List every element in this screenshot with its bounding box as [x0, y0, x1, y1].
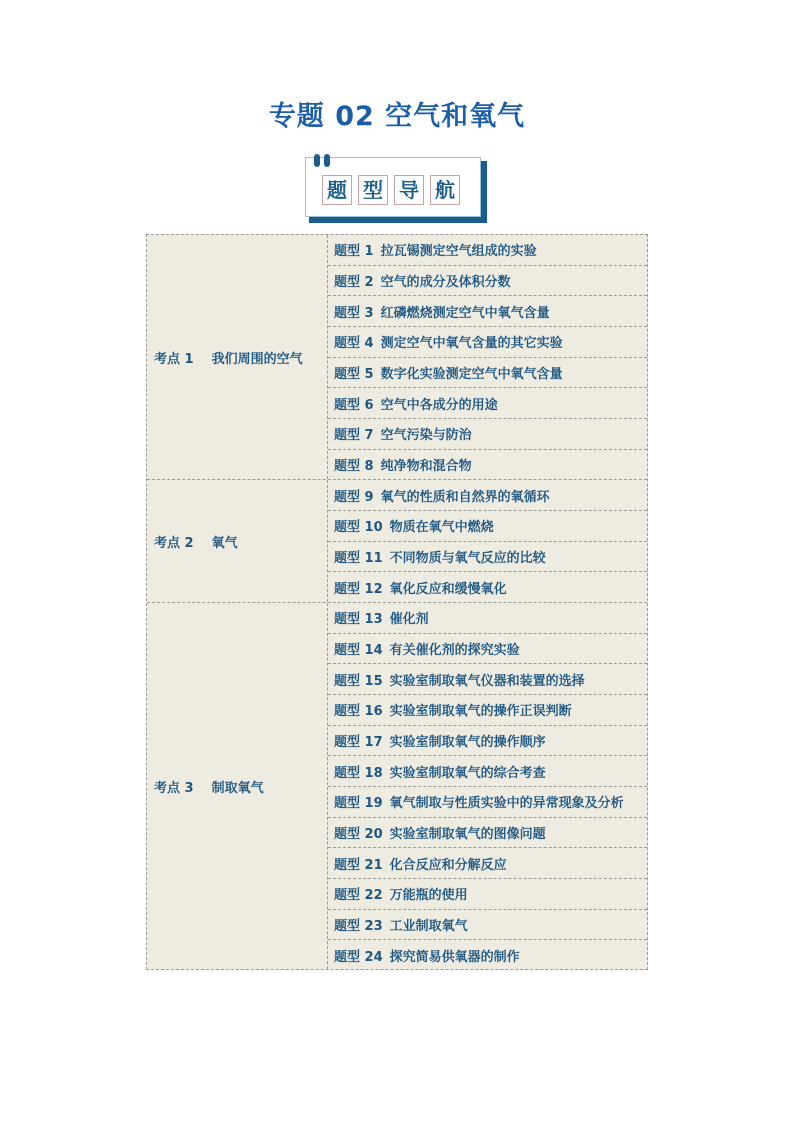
item-number: 题型 23	[334, 918, 383, 934]
toc-item[interactable]	[328, 480, 647, 511]
item-text: 测定空气中氧气含量的其它实验	[380, 336, 563, 352]
item-number: 题型 9	[334, 489, 374, 505]
toc-item[interactable]	[328, 818, 647, 849]
item-number: 题型 24	[334, 950, 383, 966]
badge-char: 题	[322, 175, 352, 205]
toc-item[interactable]	[328, 603, 647, 634]
item-number: 题型 1	[334, 244, 374, 260]
page-title: 专题 02 空气和氧气	[268, 101, 526, 132]
item-number: 题型 4	[334, 336, 374, 352]
item-text: 纯净物和混合物	[380, 459, 472, 475]
section-label: 考点 3 制取氧气	[147, 603, 328, 969]
item-number: 题型 18	[334, 765, 383, 781]
toc-item[interactable]	[328, 542, 647, 573]
toc-item[interactable]	[328, 756, 647, 787]
item-text: 氧气制取与性质实验中的异常现象及分析	[389, 796, 624, 812]
nav-badge	[305, 157, 485, 221]
item-text: 拉瓦锡测定空气组成的实验	[380, 244, 537, 260]
pin-icon	[324, 154, 330, 167]
item-text: 化合反应和分解反应	[389, 857, 507, 873]
badge-chars	[322, 175, 460, 205]
toc-section	[147, 480, 647, 603]
toc-item[interactable]	[328, 327, 647, 358]
item-number: 题型 2	[334, 274, 374, 290]
toc-item[interactable]	[328, 634, 647, 665]
item-number: 题型 11	[334, 550, 383, 566]
section-items	[328, 603, 647, 969]
toc-item[interactable]	[328, 511, 647, 542]
item-number: 题型 12	[334, 582, 383, 598]
item-text: 数字化实验测定空气中氧气含量	[380, 366, 563, 382]
item-text: 红磷燃烧测定空气中氧气含量	[380, 305, 550, 321]
item-text: 万能瓶的使用	[389, 888, 468, 904]
item-text: 工业制取氧气	[389, 918, 468, 934]
toc-table	[146, 234, 648, 970]
toc-item[interactable]	[328, 695, 647, 726]
item-number: 题型 7	[334, 428, 374, 444]
toc-item[interactable]	[328, 787, 647, 818]
toc-item[interactable]	[328, 235, 647, 266]
toc-item[interactable]	[328, 572, 647, 603]
item-text: 氧气的性质和自然界的氧循环	[380, 489, 550, 505]
item-text: 氧化反应和缓慢氧化	[389, 582, 507, 598]
toc-item[interactable]	[328, 940, 647, 971]
item-number: 题型 10	[334, 520, 383, 536]
section-items	[328, 480, 647, 602]
toc-item[interactable]	[328, 419, 647, 450]
item-number: 题型 17	[334, 734, 383, 750]
item-text: 催化剂	[389, 612, 429, 628]
badge-card	[305, 157, 481, 217]
toc-item[interactable]	[328, 358, 647, 389]
badge-char: 型	[358, 175, 388, 205]
section-label: 考点 2 氧气	[147, 480, 328, 602]
item-text: 不同物质与氧气反应的比较	[389, 550, 546, 566]
toc-item[interactable]	[328, 910, 647, 941]
section-label: 考点 1 我们周围的空气	[147, 235, 328, 479]
item-number: 题型 22	[334, 888, 383, 904]
item-text: 空气污染与防治	[380, 428, 472, 444]
item-text: 实验室制取氧气的操作正误判断	[389, 704, 572, 720]
pin-icon	[314, 154, 320, 167]
toc-item[interactable]	[328, 296, 647, 327]
item-text: 实验室制取氧气的图像问题	[389, 826, 546, 842]
item-number: 题型 20	[334, 826, 383, 842]
section-items	[328, 235, 647, 479]
toc-item[interactable]	[328, 664, 647, 695]
item-text: 空气的成分及体积分数	[380, 274, 511, 290]
toc-item[interactable]	[328, 388, 647, 419]
toc-item[interactable]	[328, 266, 647, 297]
item-text: 有关催化剂的探究实验	[389, 642, 520, 658]
item-number: 题型 21	[334, 857, 383, 873]
item-number: 题型 15	[334, 673, 383, 689]
item-text: 探究简易供氧器的制作	[389, 950, 520, 966]
item-text: 实验室制取氧气仪器和装置的选择	[389, 673, 585, 689]
item-text: 实验室制取氧气的操作顺序	[389, 734, 546, 750]
item-text: 物质在氧气中燃烧	[389, 520, 494, 536]
toc-item[interactable]	[328, 450, 647, 481]
toc-item[interactable]	[328, 848, 647, 879]
item-number: 题型 8	[334, 459, 374, 475]
item-text: 实验室制取氧气的综合考查	[389, 765, 546, 781]
badge-char: 航	[430, 175, 460, 205]
badge-char: 导	[394, 175, 424, 205]
item-number: 题型 3	[334, 305, 374, 321]
toc-item[interactable]	[328, 726, 647, 757]
toc-section	[147, 603, 647, 969]
item-text: 空气中各成分的用途	[380, 397, 498, 413]
item-number: 题型 13	[334, 612, 383, 628]
toc-item[interactable]	[328, 879, 647, 910]
item-number: 题型 14	[334, 642, 383, 658]
item-number: 题型 5	[334, 366, 374, 382]
item-number: 题型 19	[334, 796, 383, 812]
item-number: 题型 6	[334, 397, 374, 413]
toc-section	[147, 235, 647, 480]
item-number: 题型 16	[334, 704, 383, 720]
